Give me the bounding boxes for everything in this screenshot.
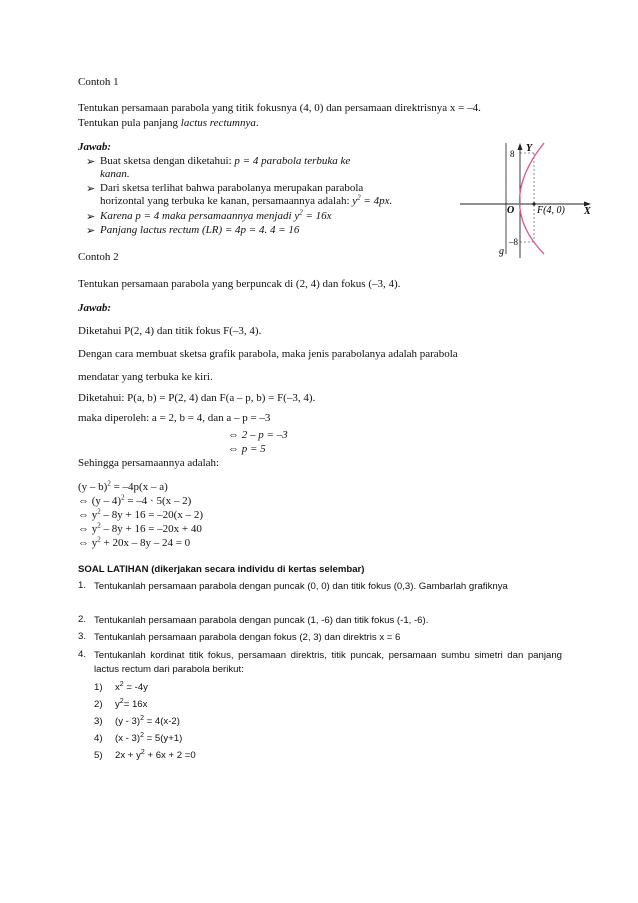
contoh-2-line: Dengan cara membuat sketsa grafik parabola, maka jenis parabolanya adalah parabola <box>78 348 458 360</box>
tick-label-top: 8 <box>510 149 515 159</box>
contoh-2-line: Sehingga persamaannya adalah: <box>78 457 220 469</box>
contoh-1-title: Contoh 1 <box>78 76 119 88</box>
equation-line: ⇔ (y – 4)$^2$ = –4 · 5(x – 2) <box>78 493 192 507</box>
contoh-1-question-2: Tentukan pula panjang lactus rectumnya. <box>78 117 259 129</box>
focus-label: F(4, 0) <box>537 205 565 216</box>
contoh-2-jawab: Jawab: <box>78 302 111 314</box>
contoh-2-question: Tentukan persamaan parabola yang berpuncak di (2, 4) dan fokus (–3, 4). <box>78 278 401 290</box>
equation-line: (y – b)$^2$ = –4p(x – a) <box>78 479 168 493</box>
contoh-2-step: ⇔ 2 – p = –3 <box>228 429 288 441</box>
focus-point <box>532 202 535 205</box>
contoh-2-step: ⇔ p = 5 <box>228 443 266 455</box>
equation-line: ⇔ $y^2 + 20x - 8y - 24 = 0$ <box>78 535 191 549</box>
latihan-title: SOAL LATIHAN (dikerjakan secara individu di kertas selembar) <box>78 564 365 575</box>
tick-label-bottom: –8 <box>509 237 518 247</box>
x-axis-label: X <box>584 206 591 217</box>
contoh-1-question: Tentukan persamaan parabola yang titik fokusnya (4, 0) dan persamaan direktrisnya x = –4. <box>78 102 481 114</box>
parabola-curve <box>520 143 545 254</box>
bullet-arrow-icon: ➢ <box>86 156 96 168</box>
directrix-label: g <box>499 246 504 257</box>
contoh-2-line: Diketahui P(2, 4) dan titik fokus F(–3, 4). <box>78 325 262 337</box>
equation-line: ⇔ $y^2 - 8y + 16 = -20(x - 2)$ <box>78 507 203 521</box>
bullet-arrow-icon: ➢ <box>86 211 96 223</box>
contoh-1-step-4: Panjang lactus rectum (LR) = 4p = 4. 4 = 16 <box>100 224 300 236</box>
contoh-1-step-2-cont: horizontal yang terbuka ke kanan, persamaannya adalah: $y^2 = 4px$. <box>100 193 393 207</box>
contoh-2-line: mendatar yang terbuka ke kiri. <box>78 371 213 383</box>
contoh-2-line: maka diperoleh: a = 2, b = 4, dan a – p = –3 <box>78 412 271 424</box>
parabola-graph <box>458 140 598 258</box>
y-axis-arrow-icon <box>518 143 523 150</box>
contoh-2-line: Diketahui: P(a, b) = P(2, 4) dan F(a – p, b) = F(–3, 4). <box>78 392 316 404</box>
bullet-arrow-icon: ➢ <box>86 183 96 195</box>
origin-label: O <box>507 205 515 216</box>
contoh-1-step-3: Karena p = 4 maka persamaannya menjadi $y^2 = 16x$ <box>100 208 332 222</box>
contoh-1-step-2: Dari sketsa terlihat bahwa parabolanya merupakan parabola <box>100 182 364 194</box>
equation-line: ⇔ $y^2 - 8y + 16 = -20x + 40$ <box>78 521 202 535</box>
contoh-1-step-1-cont: kanan. <box>100 168 130 180</box>
contoh-2-title: Contoh 2 <box>78 251 119 263</box>
contoh-1-jawab: Jawab: <box>78 141 111 153</box>
bullet-arrow-icon: ➢ <box>86 225 96 237</box>
y-axis-label: Y <box>526 143 533 154</box>
contoh-1-step-1: Buat sketsa dengan diketahui: p = 4 parabola terbuka ke <box>100 155 351 167</box>
